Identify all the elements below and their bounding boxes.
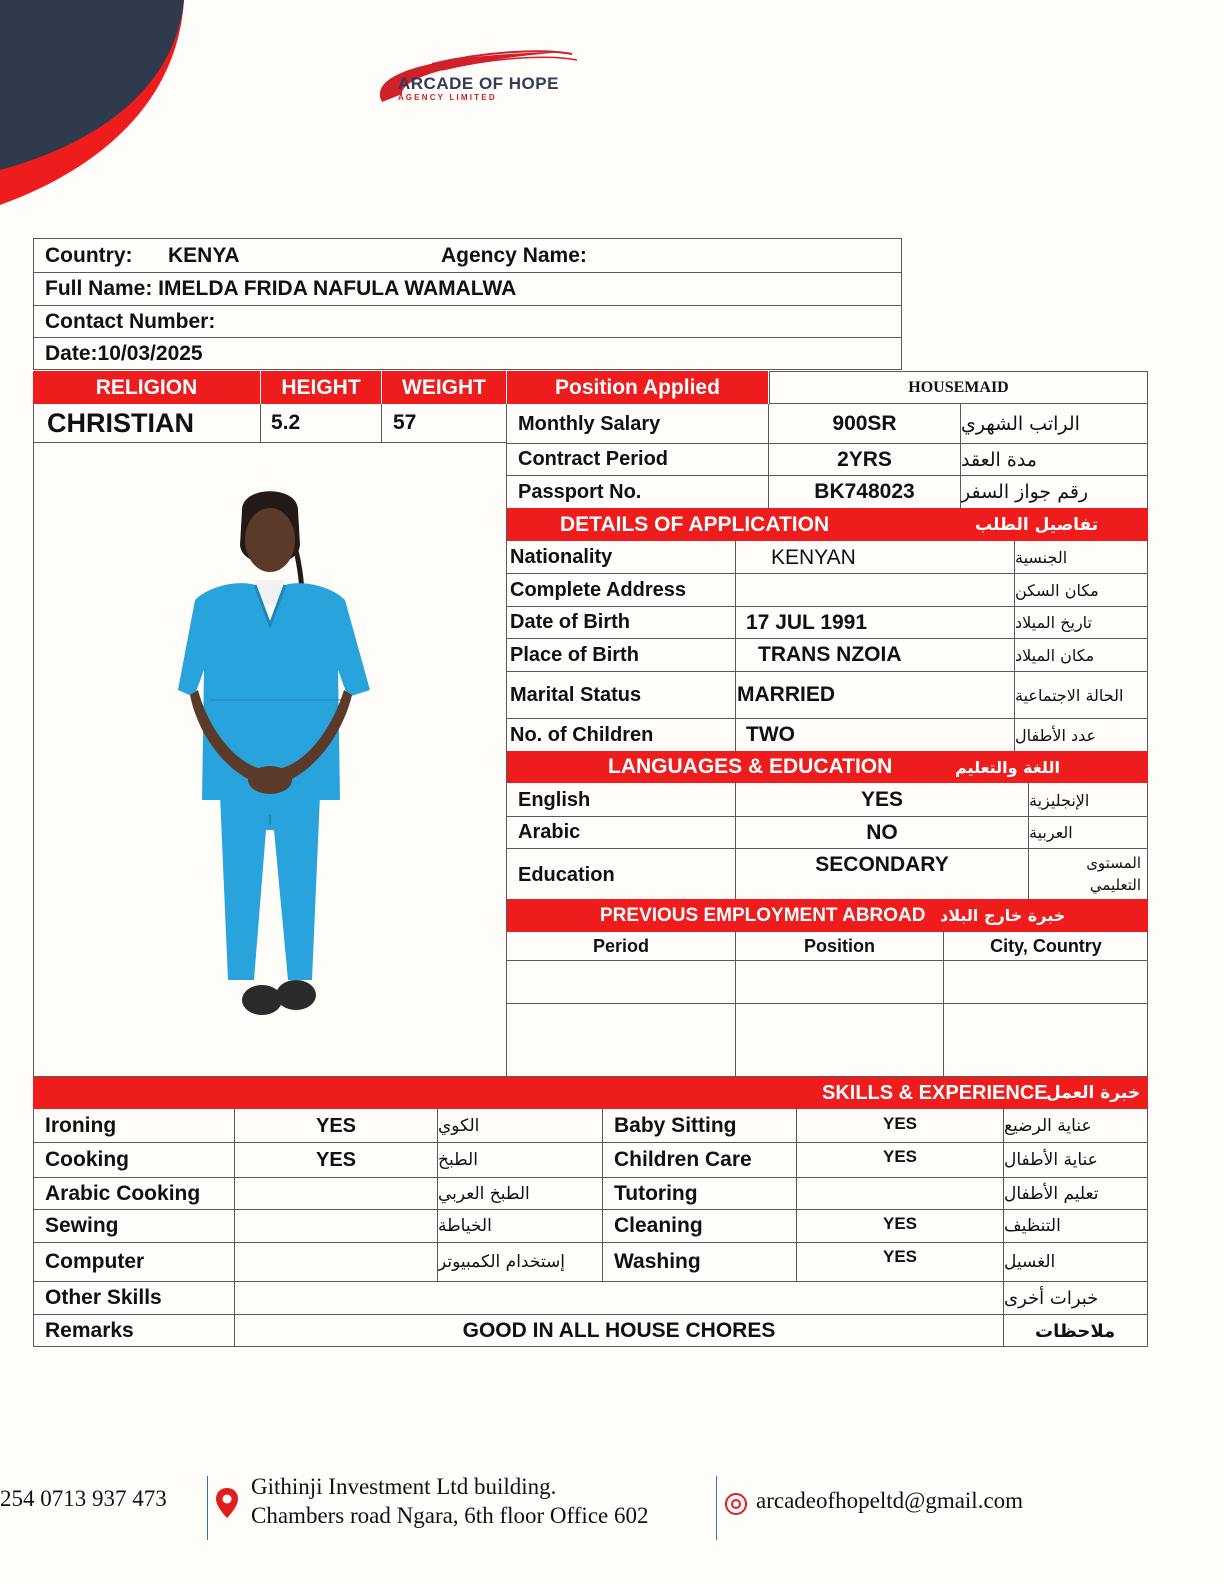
job-row-value: BK748023 — [814, 480, 915, 503]
detail-label: Complete Address — [510, 578, 686, 601]
detail-value: MARRIED — [737, 683, 835, 706]
skill-arabic: الخياطة — [438, 1216, 492, 1236]
logo-subtitle: A G E N C Y L I M I T E D — [398, 93, 495, 102]
company-logo — [372, 44, 642, 114]
weight-header: WEIGHT — [382, 371, 506, 404]
detail-arabic: عدد الأطفال — [1015, 725, 1097, 745]
education-arabic: المستوى التعليمي — [1086, 854, 1141, 894]
skill-value — [235, 1210, 437, 1242]
skill-arabic: إستخدام الكمبيوتر — [438, 1252, 565, 1272]
footer-phone: 254 0713 937 473 — [0, 1486, 167, 1511]
employment-col-period: Period — [592, 936, 649, 956]
skill-arabic: الكوي — [438, 1116, 480, 1136]
job-row-arabic: رقم جواز السفر — [961, 481, 1089, 503]
remarks-arabic: ملاحظات — [1035, 1320, 1116, 1342]
agency-name-label: Agency Name: — [441, 244, 587, 267]
detail-arabic: مكان الميلاد — [1015, 645, 1095, 665]
skill-arabic: التنظيف — [1004, 1216, 1061, 1236]
skill-arabic: تعليم الأطفال — [1004, 1183, 1099, 1204]
logo-title: ARCADE OF HOPE — [398, 74, 559, 93]
skill-value: YES — [315, 1114, 357, 1137]
job-row-value: 2YRS — [837, 447, 892, 471]
skill-arabic: عناية الأطفال — [1004, 1150, 1098, 1170]
other-skills-value — [235, 1282, 1003, 1314]
job-row-arabic: مدة العقد — [961, 448, 1037, 471]
languages-title-arabic: اللغة والتعليم — [955, 757, 1060, 777]
job-row-arabic: الراتب الشهري — [961, 413, 1080, 435]
detail-label: No. of Children — [510, 723, 654, 746]
corner-decoration — [0, 0, 190, 205]
skill-value: YES — [882, 1214, 918, 1233]
skill-label: Sewing — [45, 1214, 119, 1237]
detail-arabic: الجنسية — [1015, 548, 1068, 567]
detail-value: TRANS NZOIA — [758, 643, 902, 666]
skill-arabic: عناية الرضيع — [1004, 1116, 1092, 1136]
contact-number: Contact Number: — [45, 309, 216, 333]
detail-label: Date of Birth — [510, 611, 630, 633]
date: Date:10/03/2025 — [45, 342, 203, 365]
detail-value: TWO — [746, 723, 795, 746]
skill-label: Cleaning — [614, 1214, 703, 1237]
position-applied-value: HOUSEMAID — [769, 371, 1148, 404]
details-title-arabic: تفاصيل الطلب — [975, 514, 1099, 535]
language-label: Arabic — [518, 821, 581, 843]
skill-arabic: الطبخ العربي — [438, 1183, 530, 1204]
detail-arabic: تاريخ الميلاد — [1015, 613, 1092, 632]
location-pin-icon — [214, 1486, 240, 1522]
height-header: HEIGHT — [261, 371, 381, 404]
job-row-value: 900SR — [832, 412, 897, 435]
detail-value: 17 JUL 1991 — [746, 610, 868, 634]
skill-label: Arabic Cooking — [45, 1181, 201, 1205]
language-arabic: العربية — [1029, 823, 1073, 842]
country-label: Country: — [45, 244, 133, 267]
email-icon — [724, 1492, 748, 1516]
detail-value: KENYAN — [771, 545, 856, 569]
education-value: SECONDARY — [815, 853, 949, 876]
skill-label: Baby Sitting — [614, 1114, 737, 1137]
footer-address-line-2: Chambers road Ngara, 6th floor Office 602 — [251, 1503, 649, 1528]
footer-divider — [207, 1476, 208, 1540]
skills-title-arabic: خبرة العمل — [1046, 1083, 1141, 1103]
full-name: Full Name: IMELDA FRIDA NAFULA WAMALWA — [45, 277, 517, 300]
detail-label: Nationality — [510, 546, 613, 568]
skill-arabic: الطبخ — [438, 1150, 478, 1170]
skill-value: YES — [315, 1148, 357, 1171]
applicant-photo — [170, 485, 380, 1030]
language-label: English — [518, 788, 591, 811]
detail-label: Place of Birth — [510, 643, 639, 666]
skill-label: Ironing — [45, 1114, 117, 1137]
height-value: 5.2 — [271, 411, 301, 434]
employment-title: PREVIOUS EMPLOYMENT ABROAD — [600, 904, 926, 926]
skill-value — [235, 1243, 437, 1281]
job-row-label: Contract Period — [518, 448, 669, 470]
employment-col-position: Position — [804, 936, 875, 956]
skill-value: YES — [882, 1147, 918, 1166]
other-skills-label: Other Skills — [45, 1286, 162, 1309]
skills-title: SKILLS & EXPERIENCE — [822, 1081, 1048, 1104]
skill-label: Washing — [614, 1250, 701, 1273]
detail-arabic: الحالة الاجتماعية — [1015, 685, 1124, 705]
position-applied-header: Position Applied — [507, 371, 768, 404]
job-row-label: Passport No. — [518, 480, 642, 503]
remarks-value: GOOD IN ALL HOUSE CHORES — [462, 1319, 776, 1342]
detail-label: Marital Status — [510, 683, 642, 706]
skill-label: Cooking — [45, 1148, 129, 1171]
skill-value: YES — [882, 1114, 918, 1133]
language-arabic: الإنجليزية — [1029, 790, 1090, 810]
country-value: KENYA — [168, 244, 240, 267]
languages-title: LANGUAGES & EDUCATION — [608, 755, 893, 778]
footer-address-line-1: Githinji Investment Ltd building. — [251, 1474, 557, 1499]
footer-divider — [716, 1476, 717, 1540]
employment-title-arabic: خبرة خارج البلاد — [940, 906, 1066, 925]
skill-value: YES — [882, 1247, 918, 1266]
skill-label: Computer — [45, 1250, 145, 1273]
language-value: NO — [866, 820, 898, 844]
skill-arabic: الغسيل — [1004, 1252, 1056, 1272]
details-title: DETAILS OF APPLICATION — [560, 512, 830, 536]
weight-value: 57 — [393, 411, 417, 434]
skill-value — [235, 1178, 437, 1209]
skill-label: Tutoring — [614, 1181, 698, 1205]
religion-value: CHRISTIAN — [47, 407, 194, 438]
employment-col-city-country: City, Country — [990, 936, 1102, 956]
education-label: Education — [518, 863, 615, 886]
footer-email[interactable]: arcadeofhopeltd@gmail.com — [756, 1488, 1024, 1513]
other-skills-arabic: خبرات أخرى — [1004, 1287, 1099, 1309]
remarks-label: Remarks — [45, 1319, 134, 1342]
skill-label: Children Care — [614, 1148, 752, 1171]
religion-header: RELIGION — [33, 371, 260, 404]
language-value: YES — [860, 788, 904, 811]
detail-arabic: مكان السكن — [1015, 580, 1099, 600]
skill-value — [797, 1178, 1003, 1209]
job-row-label: Monthly Salary — [518, 412, 661, 435]
